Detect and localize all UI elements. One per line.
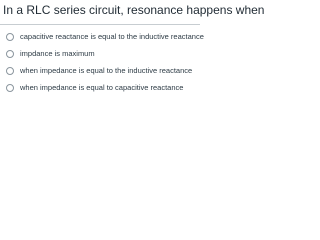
answer-choice-4[interactable] [0, 79, 200, 96]
answer-label: when impedance is equal to the inductive reactance [20, 65, 193, 75]
answer-label: capacitive reactance is equal to the inductive reactance [20, 31, 204, 41]
answer-choice-3[interactable] [0, 62, 200, 79]
radio-button[interactable] [6, 67, 14, 75]
answer-choices [0, 28, 204, 96]
question-text: In a RLC series circuit, resonance happens when [3, 3, 265, 17]
divider [0, 24, 200, 25]
radio-button[interactable] [6, 33, 14, 41]
answer-choice-1[interactable] [0, 28, 204, 45]
answer-label: when impedance is equal to capacitive reactance [20, 82, 184, 92]
radio-button[interactable] [6, 84, 14, 92]
radio-button[interactable] [6, 50, 14, 58]
answer-choice-2[interactable] [0, 45, 200, 62]
answer-label: impdance is maximum [20, 48, 95, 58]
